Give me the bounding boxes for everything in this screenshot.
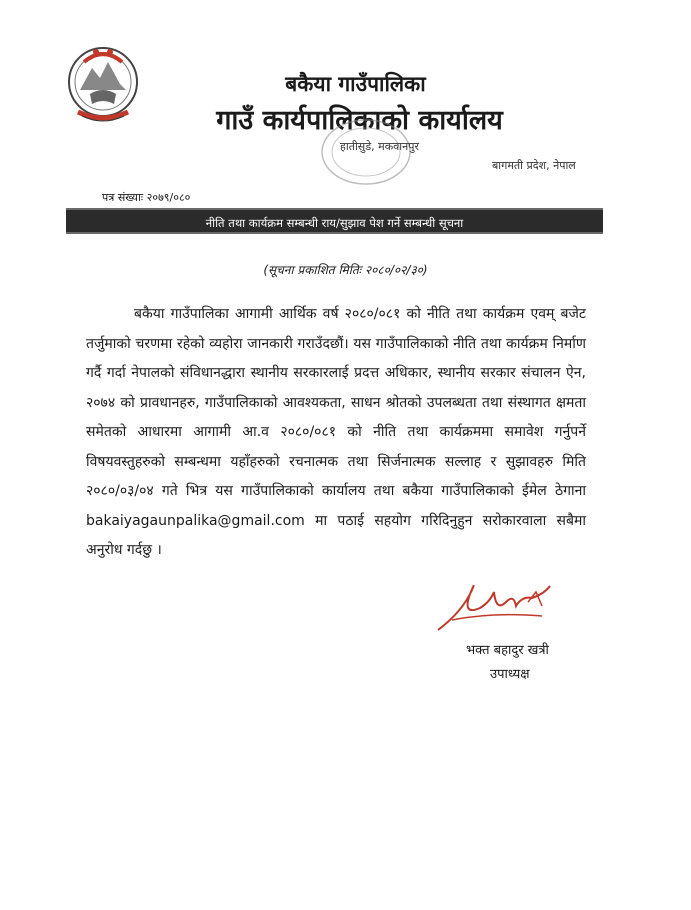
signatory-name: भक्त बहादुर खत्री bbox=[466, 643, 549, 658]
org-name: बकैया गाउँपालिका bbox=[285, 72, 426, 96]
letter-reference-number: पत्र संख्याः २०७९/०८० bbox=[102, 191, 191, 204]
office-address: हातीसुडे, मकवानपुर bbox=[340, 140, 419, 153]
notice-body bbox=[86, 300, 586, 566]
notice-body-text: बकैया गाउँपालिका आगामी आर्थिक वर्ष २०८०/०८१ को नीति तथा कार्यक्रम एवम् बजेट तर्जुमाको चरणमा रहेको व्यहोरा जानकारी गराउँदछौं। यस गाउँपालिकाको नीति तथा कार्यक्रम निर्माण गर्दै गर्दा नेपालको संविधानद्धारा स्थानीय सरकारलाई प्रदत्त अधिकार, स्थानीय सरकार संचालन ऐन, २०७४ को प्रावधानहरु, गाउँपालिकाको आवश्यकता, साधन श्रोतको उपलब्धता तथा संस्थागत क्षमता समेतको आधारमा आगामी आ.व २०८०/०८१ को नीति तथा कार्यक्रममा समावेश गर्नुपर्ने विषयवस्तुहरुको सम्बन्धमा यहाँहरुको रचनात्मक तथा सिर्जनात्मक सल्लाह र सुझावहरु मिति २०८०/०३/०४ गते भित्र यस गाउँपालिकाको कार्यालय तथा बकैया गाउँपालिकाको ईमेल ठेगाना bakaiyagaunpalika@gmail.com मा पठाई सहयोग गरिदिनुहुन सरोकारवाला सबैमा अनुरोध गर्दछु । bbox=[86, 306, 586, 558]
signatory-title: उपाध्यक्ष bbox=[490, 667, 530, 682]
notice-subject: नीति तथा कार्यक्रम सम्बन्धी राय/सुझाव पेश गर्ने सम्बन्धी सूचना bbox=[205, 216, 464, 230]
office-name: गाउँ कार्यपालिकाको कार्यालय bbox=[216, 105, 503, 136]
office-province: बागमती प्रदेश, नेपाल bbox=[492, 159, 576, 172]
signature-icon bbox=[432, 572, 562, 642]
notice-subject-banner bbox=[66, 208, 603, 234]
publish-date: (सूचना प्रकाशित मितिः २०८०/०२/३०) bbox=[263, 263, 428, 277]
